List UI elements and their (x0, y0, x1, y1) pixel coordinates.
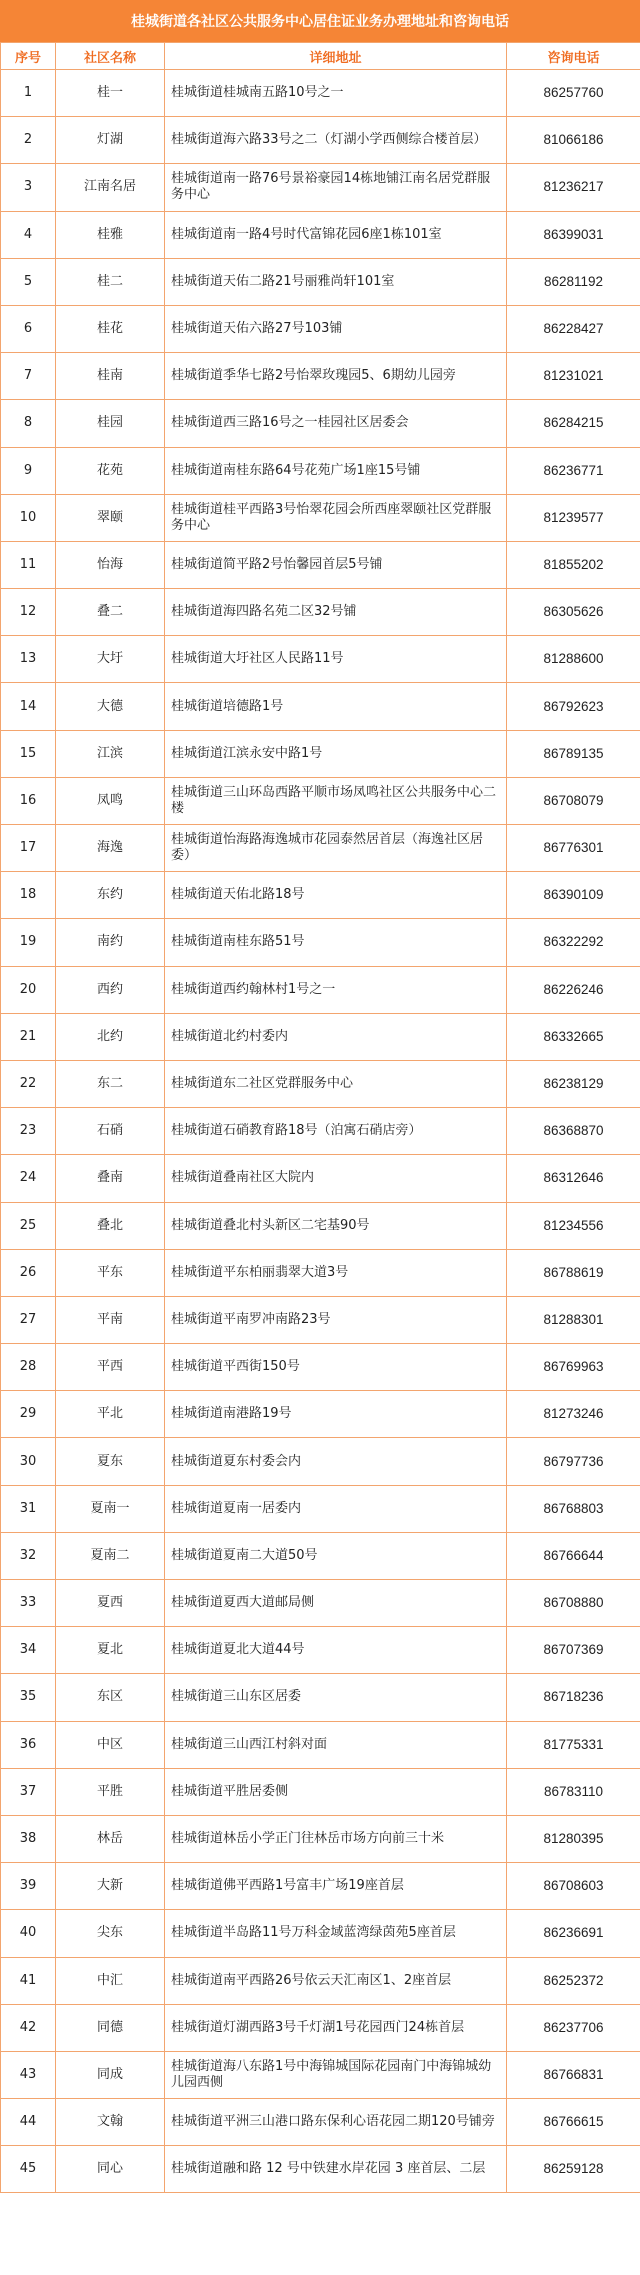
phone-number: 86226246 (507, 966, 640, 1013)
address: 桂城街道天佑二路21号丽雅尚轩101室 (165, 258, 507, 305)
address: 桂城街道夏东村委会内 (165, 1438, 507, 1485)
table-header-row (1, 43, 640, 70)
phone-number: 81855202 (507, 541, 640, 588)
table-row (1, 258, 640, 305)
community-name: 夏南一 (56, 1485, 165, 1532)
community-name: 中区 (56, 1721, 165, 1768)
row-number: 40 (1, 1910, 56, 1957)
community-name: 尖东 (56, 1910, 165, 1957)
table-row (1, 541, 640, 588)
table-row (1, 1296, 640, 1343)
phone-number: 86236691 (507, 1910, 640, 1957)
row-number: 37 (1, 1768, 56, 1815)
address: 桂城街道桂平西路3号怡翠花园会所西座翠颐社区党群服务中心 (165, 494, 507, 541)
row-number: 34 (1, 1627, 56, 1674)
phone-number: 86238129 (507, 1060, 640, 1107)
community-name: 海逸 (56, 825, 165, 872)
phone-number: 81775331 (507, 1721, 640, 1768)
table-row (1, 636, 640, 683)
row-number: 31 (1, 1485, 56, 1532)
phone-number: 86766831 (507, 2051, 640, 2098)
table-row (1, 1485, 640, 1532)
community-name: 平胜 (56, 1768, 165, 1815)
table-row (1, 70, 640, 117)
phone-number: 86768803 (507, 1485, 640, 1532)
community-name: 中汇 (56, 1957, 165, 2004)
row-number: 29 (1, 1391, 56, 1438)
table-row (1, 730, 640, 777)
header-phone: 咨询电话 (507, 43, 640, 70)
table-row (1, 1060, 640, 1107)
address: 桂城街道平东柏丽翡翠大道3号 (165, 1249, 507, 1296)
phone-number: 81273246 (507, 1391, 640, 1438)
community-name: 桂一 (56, 70, 165, 117)
row-number: 9 (1, 447, 56, 494)
community-name: 林岳 (56, 1815, 165, 1862)
table-row (1, 1108, 640, 1155)
phone-number: 81066186 (507, 117, 640, 164)
community-name: 灯湖 (56, 117, 165, 164)
phone-number: 81236217 (507, 164, 640, 211)
row-number: 5 (1, 258, 56, 305)
address: 桂城街道叠北村头新区二宅基90号 (165, 1202, 507, 1249)
table-row (1, 2099, 640, 2146)
community-name: 大圩 (56, 636, 165, 683)
community-name: 怡海 (56, 541, 165, 588)
phone-number: 86236771 (507, 447, 640, 494)
row-number: 24 (1, 1155, 56, 1202)
community-name: 叠二 (56, 589, 165, 636)
address: 桂城街道石硝教育路18号（泊寓石硝店旁） (165, 1108, 507, 1155)
row-number: 17 (1, 825, 56, 872)
community-name: 翠颐 (56, 494, 165, 541)
table-row (1, 1438, 640, 1485)
address: 桂城街道西三路16号之一桂园社区居委会 (165, 400, 507, 447)
row-number: 8 (1, 400, 56, 447)
table-row (1, 211, 640, 258)
row-number: 43 (1, 2051, 56, 2098)
phone-number: 86708079 (507, 777, 640, 824)
community-name: 夏西 (56, 1580, 165, 1627)
phone-number: 81288301 (507, 1296, 640, 1343)
address: 桂城街道南平西路26号依云天汇南区1、2座首层 (165, 1957, 507, 2004)
community-name: 北约 (56, 1013, 165, 1060)
address: 桂城街道天佑北路18号 (165, 872, 507, 919)
address: 桂城街道海八东路1号中海锦城国际花园南门中海锦城幼儿园西侧 (165, 2051, 507, 2098)
community-name: 文翰 (56, 2099, 165, 2146)
table-row (1, 1863, 640, 1910)
header-number: 序号 (1, 43, 56, 70)
table-row (1, 683, 640, 730)
phone-number: 86789135 (507, 730, 640, 777)
row-number: 12 (1, 589, 56, 636)
row-number: 18 (1, 872, 56, 919)
address: 桂城街道大圩社区人民路11号 (165, 636, 507, 683)
phone-number: 86390109 (507, 872, 640, 919)
header-address: 详细地址 (165, 43, 507, 70)
address: 桂城街道平西街150号 (165, 1344, 507, 1391)
address: 桂城街道平胜居委侧 (165, 1768, 507, 1815)
community-name: 西约 (56, 966, 165, 1013)
row-number: 30 (1, 1438, 56, 1485)
address: 桂城街道南桂东路64号花苑广场1座15号铺 (165, 447, 507, 494)
service-center-table (0, 42, 640, 2193)
phone-number: 81231021 (507, 353, 640, 400)
phone-number: 86281192 (507, 258, 640, 305)
address: 桂城街道三山西江村斜对面 (165, 1721, 507, 1768)
address: 桂城街道夏西大道邮局侧 (165, 1580, 507, 1627)
phone-number: 86257760 (507, 70, 640, 117)
community-name: 叠北 (56, 1202, 165, 1249)
community-name: 东区 (56, 1674, 165, 1721)
phone-number: 86237706 (507, 2004, 640, 2051)
row-number: 45 (1, 2146, 56, 2193)
address: 桂城街道怡海路海逸城市花园泰然居首层（海逸社区居委） (165, 825, 507, 872)
row-number: 20 (1, 966, 56, 1013)
row-number: 13 (1, 636, 56, 683)
community-name: 花苑 (56, 447, 165, 494)
address: 桂城街道南一路76号景裕豪园14栋地铺江南名居党群服务中心 (165, 164, 507, 211)
table-row (1, 872, 640, 919)
table-row (1, 1202, 640, 1249)
community-name: 江滨 (56, 730, 165, 777)
community-name: 平西 (56, 1344, 165, 1391)
table-row (1, 589, 640, 636)
community-name: 江南名居 (56, 164, 165, 211)
community-name: 桂园 (56, 400, 165, 447)
community-name: 东约 (56, 872, 165, 919)
address: 桂城街道南桂东路51号 (165, 919, 507, 966)
phone-number: 81280395 (507, 1815, 640, 1862)
community-name: 同心 (56, 2146, 165, 2193)
address: 桂城街道平南罗冲南路23号 (165, 1296, 507, 1343)
page-title: 桂城街道各社区公共服务中心居住证业务办理地址和咨询电话 (0, 0, 640, 42)
address: 桂城街道南港路19号 (165, 1391, 507, 1438)
community-name: 桂雅 (56, 211, 165, 258)
phone-number: 86797736 (507, 1438, 640, 1485)
phone-number: 86332665 (507, 1013, 640, 1060)
phone-number: 86718236 (507, 1674, 640, 1721)
community-name: 南约 (56, 919, 165, 966)
address: 桂城街道南一路4号时代富锦花园6座1栋101室 (165, 211, 507, 258)
row-number: 23 (1, 1108, 56, 1155)
phone-number: 86708880 (507, 1580, 640, 1627)
address: 桂城街道平洲三山港口路东保利心语花园二期120号铺旁 (165, 2099, 507, 2146)
address: 桂城街道融和路 12 号中铁建水岸花园 3 座首层、二层 (165, 2146, 507, 2193)
table-row (1, 919, 640, 966)
row-number: 14 (1, 683, 56, 730)
address: 桂城街道东二社区党群服务中心 (165, 1060, 507, 1107)
community-name: 桂花 (56, 305, 165, 352)
table-row (1, 1391, 640, 1438)
community-name: 平北 (56, 1391, 165, 1438)
table-row (1, 494, 640, 541)
row-number: 10 (1, 494, 56, 541)
row-number: 44 (1, 2099, 56, 2146)
community-name: 同德 (56, 2004, 165, 2051)
row-number: 3 (1, 164, 56, 211)
row-number: 26 (1, 1249, 56, 1296)
row-number: 39 (1, 1863, 56, 1910)
table-row (1, 353, 640, 400)
community-name: 大新 (56, 1863, 165, 1910)
address: 桂城街道江滨永安中路1号 (165, 730, 507, 777)
phone-number: 86368870 (507, 1108, 640, 1155)
table-row (1, 966, 640, 1013)
row-number: 27 (1, 1296, 56, 1343)
row-number: 21 (1, 1013, 56, 1060)
table-row (1, 825, 640, 872)
phone-number: 86766644 (507, 1532, 640, 1579)
header-community-name: 社区名称 (56, 43, 165, 70)
community-name: 夏南二 (56, 1532, 165, 1579)
row-number: 38 (1, 1815, 56, 1862)
table-row (1, 2146, 640, 2193)
table-row (1, 777, 640, 824)
phone-number: 86399031 (507, 211, 640, 258)
community-name: 凤鸣 (56, 777, 165, 824)
row-number: 2 (1, 117, 56, 164)
community-name: 平南 (56, 1296, 165, 1343)
phone-number: 81288600 (507, 636, 640, 683)
table-row (1, 1627, 640, 1674)
row-number: 36 (1, 1721, 56, 1768)
phone-number: 86259128 (507, 2146, 640, 2193)
community-name: 同成 (56, 2051, 165, 2098)
row-number: 6 (1, 305, 56, 352)
phone-number: 86707369 (507, 1627, 640, 1674)
table-row (1, 1721, 640, 1768)
row-number: 32 (1, 1532, 56, 1579)
address: 桂城街道林岳小学正门往林岳市场方向前三十米 (165, 1815, 507, 1862)
phone-number: 81234556 (507, 1202, 640, 1249)
community-name: 叠南 (56, 1155, 165, 1202)
row-number: 41 (1, 1957, 56, 2004)
table-row (1, 1910, 640, 1957)
community-name: 平东 (56, 1249, 165, 1296)
phone-number: 86322292 (507, 919, 640, 966)
address: 桂城街道海四路名苑二区32号铺 (165, 589, 507, 636)
community-name: 石硝 (56, 1108, 165, 1155)
table-row (1, 447, 640, 494)
address: 桂城街道半岛路11号万科金域蓝湾绿茵苑5座首层 (165, 1910, 507, 1957)
row-number: 1 (1, 70, 56, 117)
address: 桂城街道培德路1号 (165, 683, 507, 730)
address: 桂城街道海六路33号之二（灯湖小学西侧综合楼首层） (165, 117, 507, 164)
row-number: 11 (1, 541, 56, 588)
address: 桂城街道西约翰林村1号之一 (165, 966, 507, 1013)
community-name: 夏东 (56, 1438, 165, 1485)
table-row (1, 1815, 640, 1862)
table-row (1, 1249, 640, 1296)
address: 桂城街道简平路2号怡馨园首层5号铺 (165, 541, 507, 588)
table-row (1, 2004, 640, 2051)
table-row (1, 2051, 640, 2098)
table-row (1, 1344, 640, 1391)
address: 桂城街道三山东区居委 (165, 1674, 507, 1721)
row-number: 42 (1, 2004, 56, 2051)
phone-number: 86788619 (507, 1249, 640, 1296)
address: 桂城街道三山环岛西路平顺市场凤鸣社区公共服务中心二楼 (165, 777, 507, 824)
phone-number: 86284215 (507, 400, 640, 447)
table-row (1, 164, 640, 211)
row-number: 19 (1, 919, 56, 966)
address: 桂城街道天佑六路27号103铺 (165, 305, 507, 352)
phone-number: 86766615 (507, 2099, 640, 2146)
address: 桂城街道夏南二大道50号 (165, 1532, 507, 1579)
address: 桂城街道季华七路2号怡翠玫瑰园5、6期幼儿园旁 (165, 353, 507, 400)
phone-number: 86708603 (507, 1863, 640, 1910)
row-number: 28 (1, 1344, 56, 1391)
table-row (1, 1155, 640, 1202)
community-name: 夏北 (56, 1627, 165, 1674)
phone-number: 86228427 (507, 305, 640, 352)
phone-number: 81239577 (507, 494, 640, 541)
phone-number: 86792623 (507, 683, 640, 730)
table-row (1, 1580, 640, 1627)
community-name: 东二 (56, 1060, 165, 1107)
row-number: 16 (1, 777, 56, 824)
table-row (1, 1674, 640, 1721)
address: 桂城街道北约村委内 (165, 1013, 507, 1060)
table-row (1, 400, 640, 447)
address: 桂城街道夏北大道44号 (165, 1627, 507, 1674)
row-number: 25 (1, 1202, 56, 1249)
address: 桂城街道夏南一居委内 (165, 1485, 507, 1532)
table-row (1, 1013, 640, 1060)
address: 桂城街道桂城南五路10号之一 (165, 70, 507, 117)
table-row (1, 1957, 640, 2004)
phone-number: 86776301 (507, 825, 640, 872)
row-number: 33 (1, 1580, 56, 1627)
address: 桂城街道灯湖西路3号千灯湖1号花园西门24栋首层 (165, 2004, 507, 2051)
row-number: 4 (1, 211, 56, 258)
community-name: 桂南 (56, 353, 165, 400)
row-number: 35 (1, 1674, 56, 1721)
community-name: 桂二 (56, 258, 165, 305)
row-number: 22 (1, 1060, 56, 1107)
table-row (1, 1768, 640, 1815)
table-row (1, 305, 640, 352)
table-row (1, 1532, 640, 1579)
table-row (1, 117, 640, 164)
phone-number: 86312646 (507, 1155, 640, 1202)
address: 桂城街道叠南社区大院内 (165, 1155, 507, 1202)
phone-number: 86783110 (507, 1768, 640, 1815)
phone-number: 86252372 (507, 1957, 640, 2004)
phone-number: 86305626 (507, 589, 640, 636)
phone-number: 86769963 (507, 1344, 640, 1391)
community-name: 大德 (56, 683, 165, 730)
row-number: 7 (1, 353, 56, 400)
address: 桂城街道佛平西路1号富丰广场19座首层 (165, 1863, 507, 1910)
row-number: 15 (1, 730, 56, 777)
